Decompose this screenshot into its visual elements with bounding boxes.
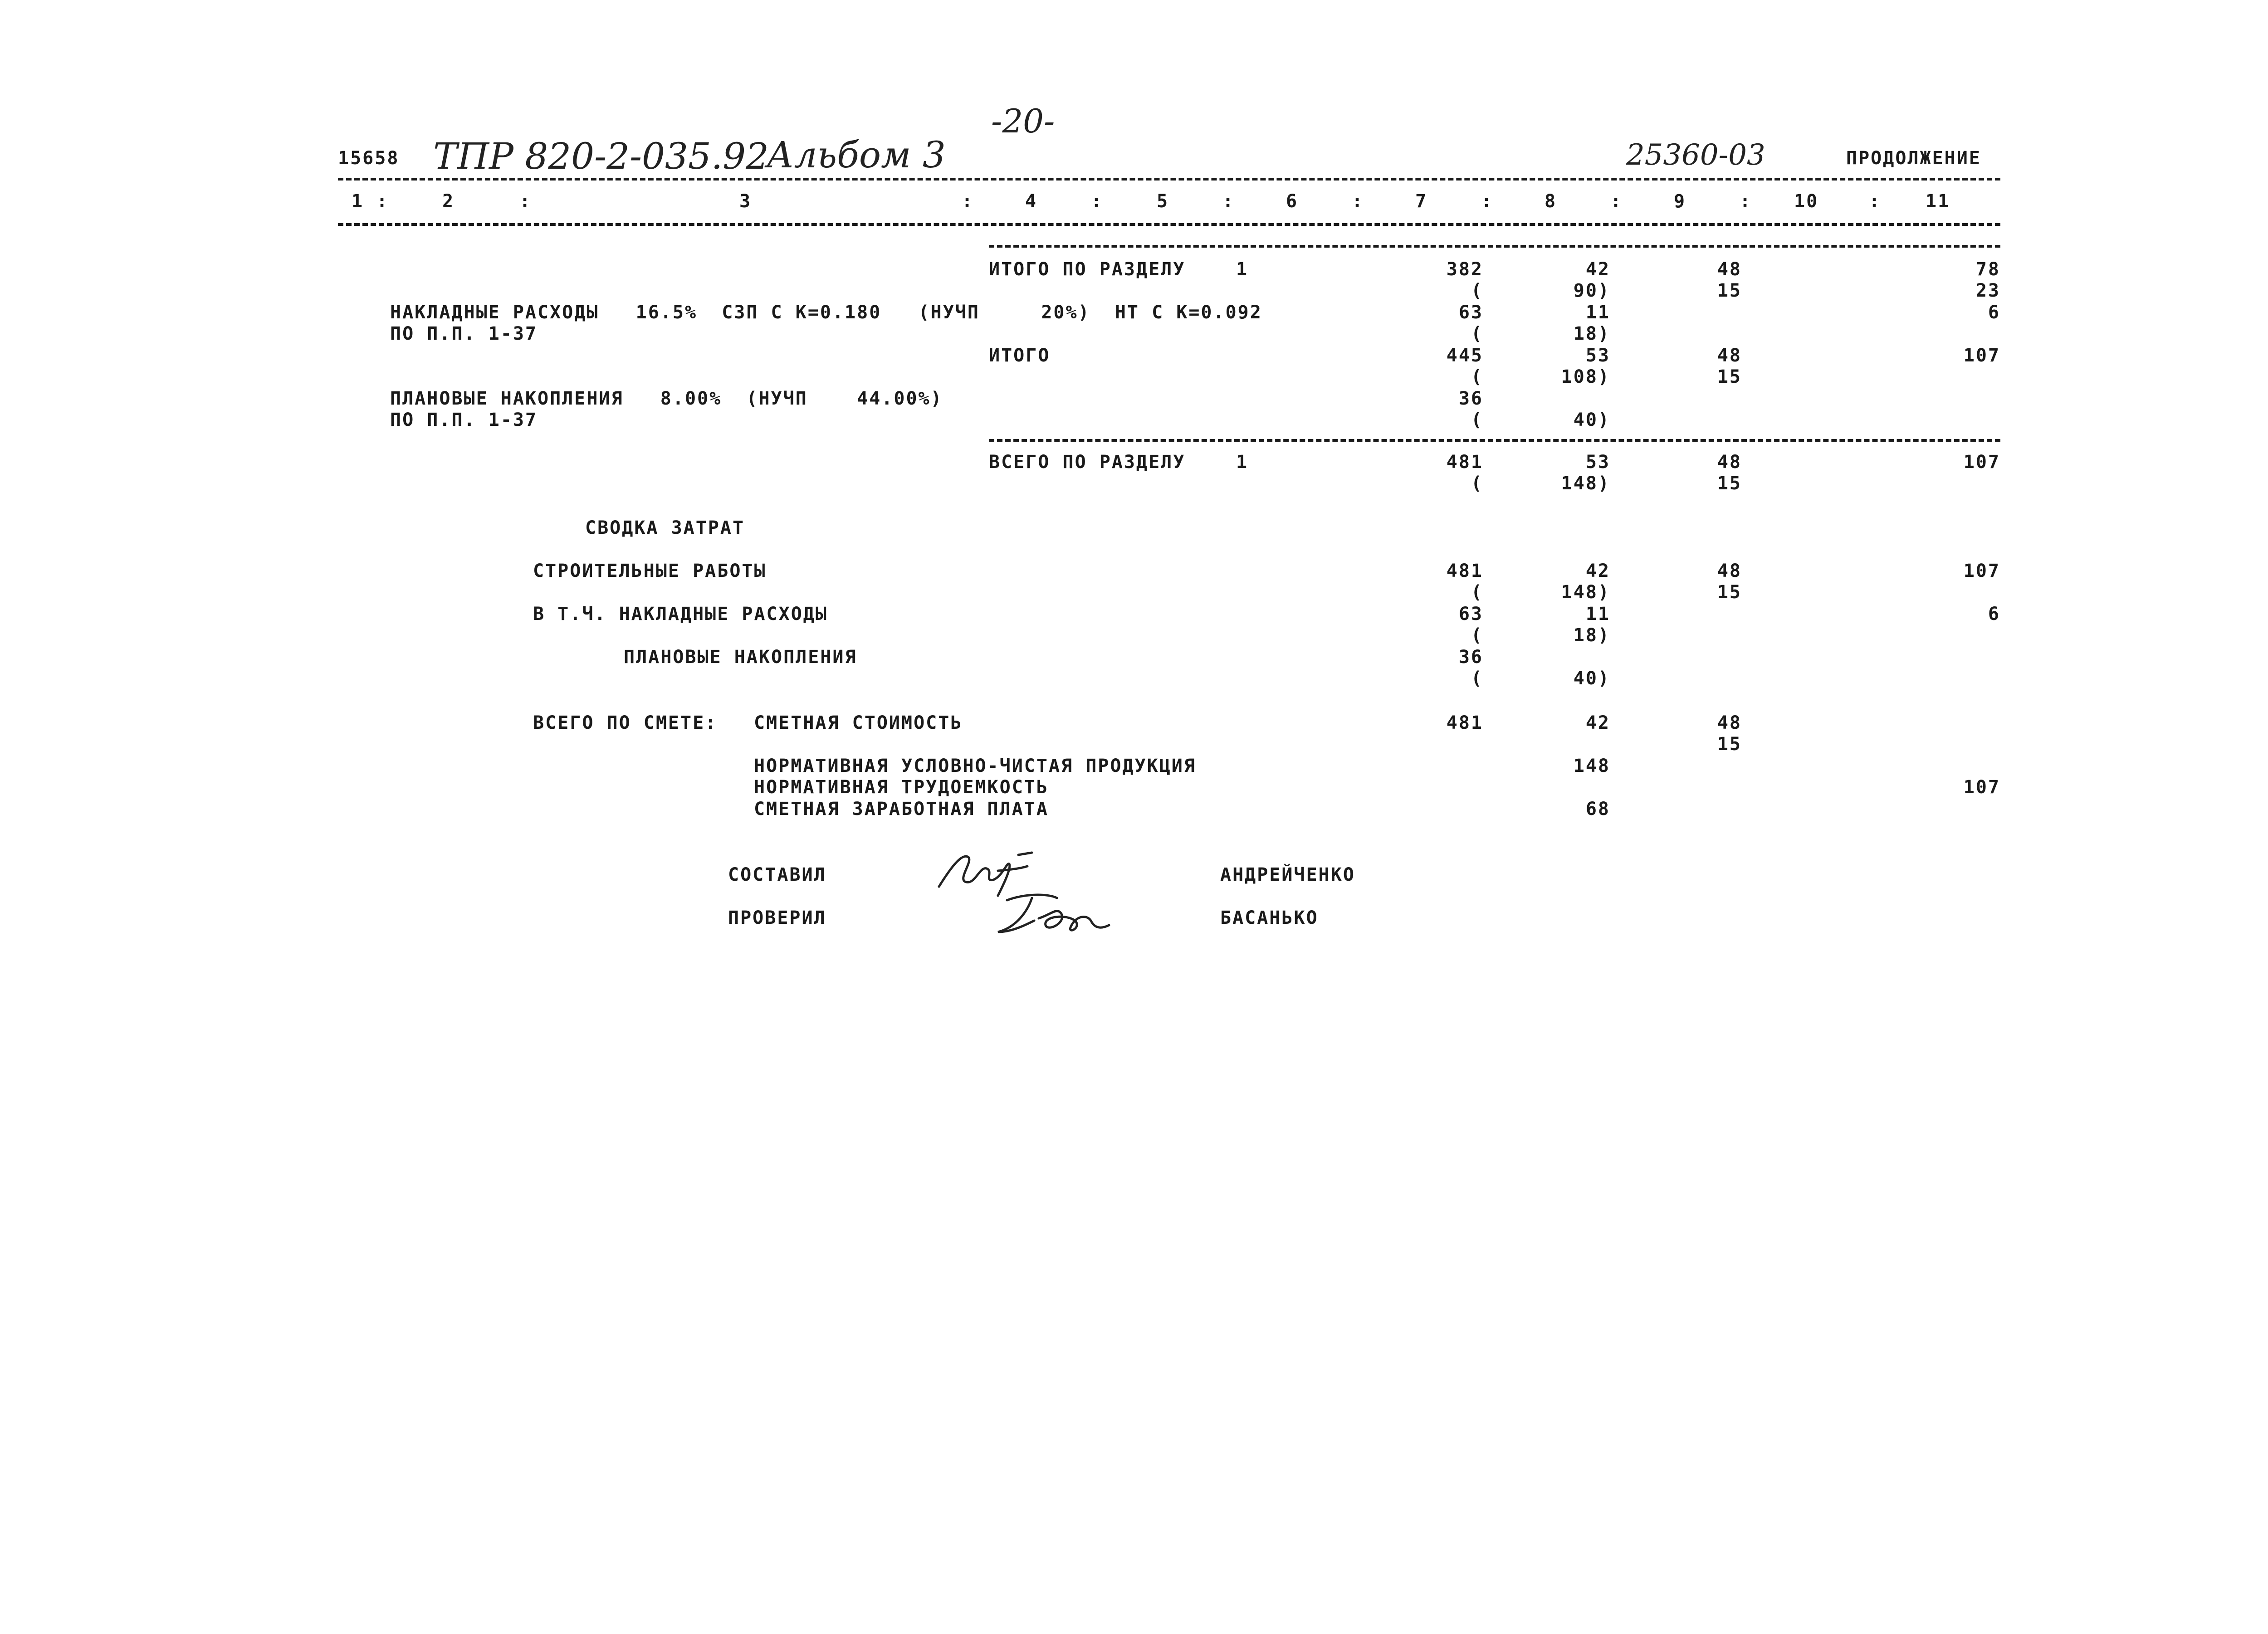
cell-col11: 107 [1963, 452, 2000, 473]
cell-col8-paren: 40) [1573, 668, 1610, 689]
column-separator: : [1869, 191, 1882, 212]
column-separator: : [519, 191, 532, 212]
section-rule [989, 245, 2000, 248]
cell-col8-paren: 90) [1573, 280, 1610, 301]
cell-col8-paren: 18) [1573, 323, 1610, 344]
cell-col7-paren: ( [1471, 625, 1483, 646]
cell-col8-paren: 108) [1561, 366, 1610, 387]
header-rule-bottom [338, 223, 2000, 226]
cell-col7-paren: ( [1471, 280, 1483, 301]
overhead-scope: ПО П.П. 1-37 [390, 323, 538, 344]
cell-col8-paren: 148) [1561, 473, 1610, 494]
cell-col7: 36 [1458, 647, 1483, 668]
column-2: 2 [442, 191, 455, 212]
planned-savings-label: ПЛАНОВЫЕ НАКОПЛЕНИЯ 8.00% (НУЧП 44.00%) [390, 388, 943, 409]
section-number: 1 [1236, 259, 1249, 280]
total-rule [989, 439, 2000, 442]
cell-col9: 48 [1717, 561, 1742, 581]
column-8: 8 [1545, 191, 1557, 212]
cell-col7: 445 [1446, 345, 1483, 366]
cell-col11: 107 [1963, 345, 2000, 366]
cell-col7: 382 [1446, 259, 1483, 280]
cell-col9: 48 [1717, 345, 1742, 366]
checked-by-name: БАСАНЬКО [1220, 907, 1319, 928]
cell-col8: 53 [1585, 345, 1610, 366]
column-11: 11 [1926, 191, 1950, 212]
cell-col9-second: 15 [1717, 734, 1742, 755]
column-separator: : [1610, 191, 1623, 212]
summary-title: СВОДКА ЗАТРАТ [585, 517, 745, 538]
column-7: 7 [1415, 191, 1428, 212]
cell-col7: 481 [1446, 452, 1483, 473]
cell-col9: 48 [1717, 259, 1742, 280]
cell-col7: 36 [1458, 388, 1483, 409]
cell-col11: 107 [1963, 561, 2000, 581]
cell-col8: 53 [1585, 452, 1610, 473]
column-4: 4 [1025, 191, 1038, 212]
column-1: 1 [352, 191, 364, 212]
cell-col8-paren: 148) [1561, 582, 1610, 603]
cell-col9-second: 15 [1717, 582, 1742, 603]
incl-overhead-label: В Т.Ч. НАКЛАДНЫЕ РАСХОДЫ [533, 604, 828, 624]
estimate-number: 25360-03 [1626, 138, 1765, 172]
cell-col9-second: 15 [1717, 473, 1742, 494]
planned-savings-scope: ПО П.П. 1-37 [390, 410, 538, 430]
project-reference: ТПР 820-2-035.92 [433, 135, 769, 177]
compiled-by-label: СОСТАВИЛ [728, 864, 826, 885]
estimate-cost-label: СМЕТНАЯ СТОИМОСТЬ [754, 712, 963, 733]
column-separator: : [1352, 191, 1364, 212]
section-total-label: ИТОГО ПО РАЗДЕЛУ [989, 259, 1186, 280]
cell-col11: 6 [1988, 604, 2000, 624]
cell-col8: 11 [1585, 302, 1610, 323]
cell-col7-paren: ( [1471, 323, 1483, 344]
normative-labor-value: 107 [1963, 777, 2000, 798]
cell-col11: 78 [1975, 259, 2000, 280]
cell-col7-paren: ( [1471, 473, 1483, 494]
construction-label: СТРОИТЕЛЬНЫЕ РАБОТЫ [533, 561, 767, 581]
cell-col7-paren: ( [1471, 668, 1483, 689]
normative-product-value: 148 [1573, 756, 1610, 776]
album-label: Альбом 3 [767, 134, 946, 176]
cell-col7-paren: ( [1471, 366, 1483, 387]
cell-col9-second: 15 [1717, 280, 1742, 301]
cell-col8: 42 [1585, 561, 1610, 581]
checked-by-label: ПРОВЕРИЛ [728, 907, 826, 928]
cell-col8: 42 [1585, 712, 1610, 733]
column-separator: : [962, 191, 974, 212]
column-separator: : [376, 191, 389, 212]
cell-col11: 6 [1988, 302, 2000, 323]
cell-col7: 63 [1458, 302, 1483, 323]
cell-col9: 48 [1717, 712, 1742, 733]
page-number: -20- [991, 102, 1055, 140]
planned-label: ПЛАНОВЫЕ НАКОПЛЕНИЯ [624, 647, 857, 668]
column-3: 3 [739, 191, 752, 212]
column-separator: : [1222, 191, 1235, 212]
cell-col8: 42 [1585, 259, 1610, 280]
checker-signature [989, 889, 1116, 943]
wage-label: СМЕТНАЯ ЗАРАБОТНАЯ ПЛАТА [754, 799, 1049, 819]
column-5: 5 [1157, 191, 1169, 212]
column-9: 9 [1674, 191, 1686, 212]
column-separator: : [1740, 191, 1752, 212]
header-rule-top [338, 178, 2000, 180]
wage-value: 68 [1585, 799, 1610, 819]
cell-col11-second: 23 [1975, 280, 2000, 301]
section-number: 1 [1236, 452, 1249, 473]
estimate-total-prefix: ВСЕГО ПО СМЕТЕ: [533, 712, 718, 733]
cell-col9: 48 [1717, 452, 1742, 473]
cell-col7-paren: ( [1471, 582, 1483, 603]
compiled-by-name: АНДРЕЙЧЕНКО [1220, 864, 1355, 885]
normative-product-label: НОРМАТИВНАЯ УСЛОВНО-ЧИСТАЯ ПРОДУКЦИЯ [754, 756, 1196, 776]
cell-col8: 11 [1585, 604, 1610, 624]
column-separator: : [1091, 191, 1104, 212]
cell-col7: 63 [1458, 604, 1483, 624]
normative-labor-label: НОРМАТИВНАЯ ТРУДОЕМКОСТЬ [754, 777, 1049, 798]
column-6: 6 [1286, 191, 1299, 212]
cell-col7-paren: ( [1471, 410, 1483, 430]
doc-code: 15658 [338, 148, 400, 169]
continuation-label: ПРОДОЛЖЕНИЕ [1846, 148, 1981, 169]
cell-col8-paren: 18) [1573, 625, 1610, 646]
overhead-label: НАКЛАДНЫЕ РАСХОДЫ 16.5% СЗП С К=0.180 (НУЧП 20%) НТ С К=0.092 [390, 302, 1262, 323]
cell-col9-second: 15 [1717, 366, 1742, 387]
grand-total-label: ВСЕГО ПО РАЗДЕЛУ [989, 452, 1186, 473]
column-separator: : [1481, 191, 1494, 212]
column-10: 10 [1794, 191, 1819, 212]
cell-col7: 481 [1446, 561, 1483, 581]
cell-col7: 481 [1446, 712, 1483, 733]
subtotal-label: ИТОГО [989, 345, 1051, 366]
cell-col8-paren: 40) [1573, 410, 1610, 430]
